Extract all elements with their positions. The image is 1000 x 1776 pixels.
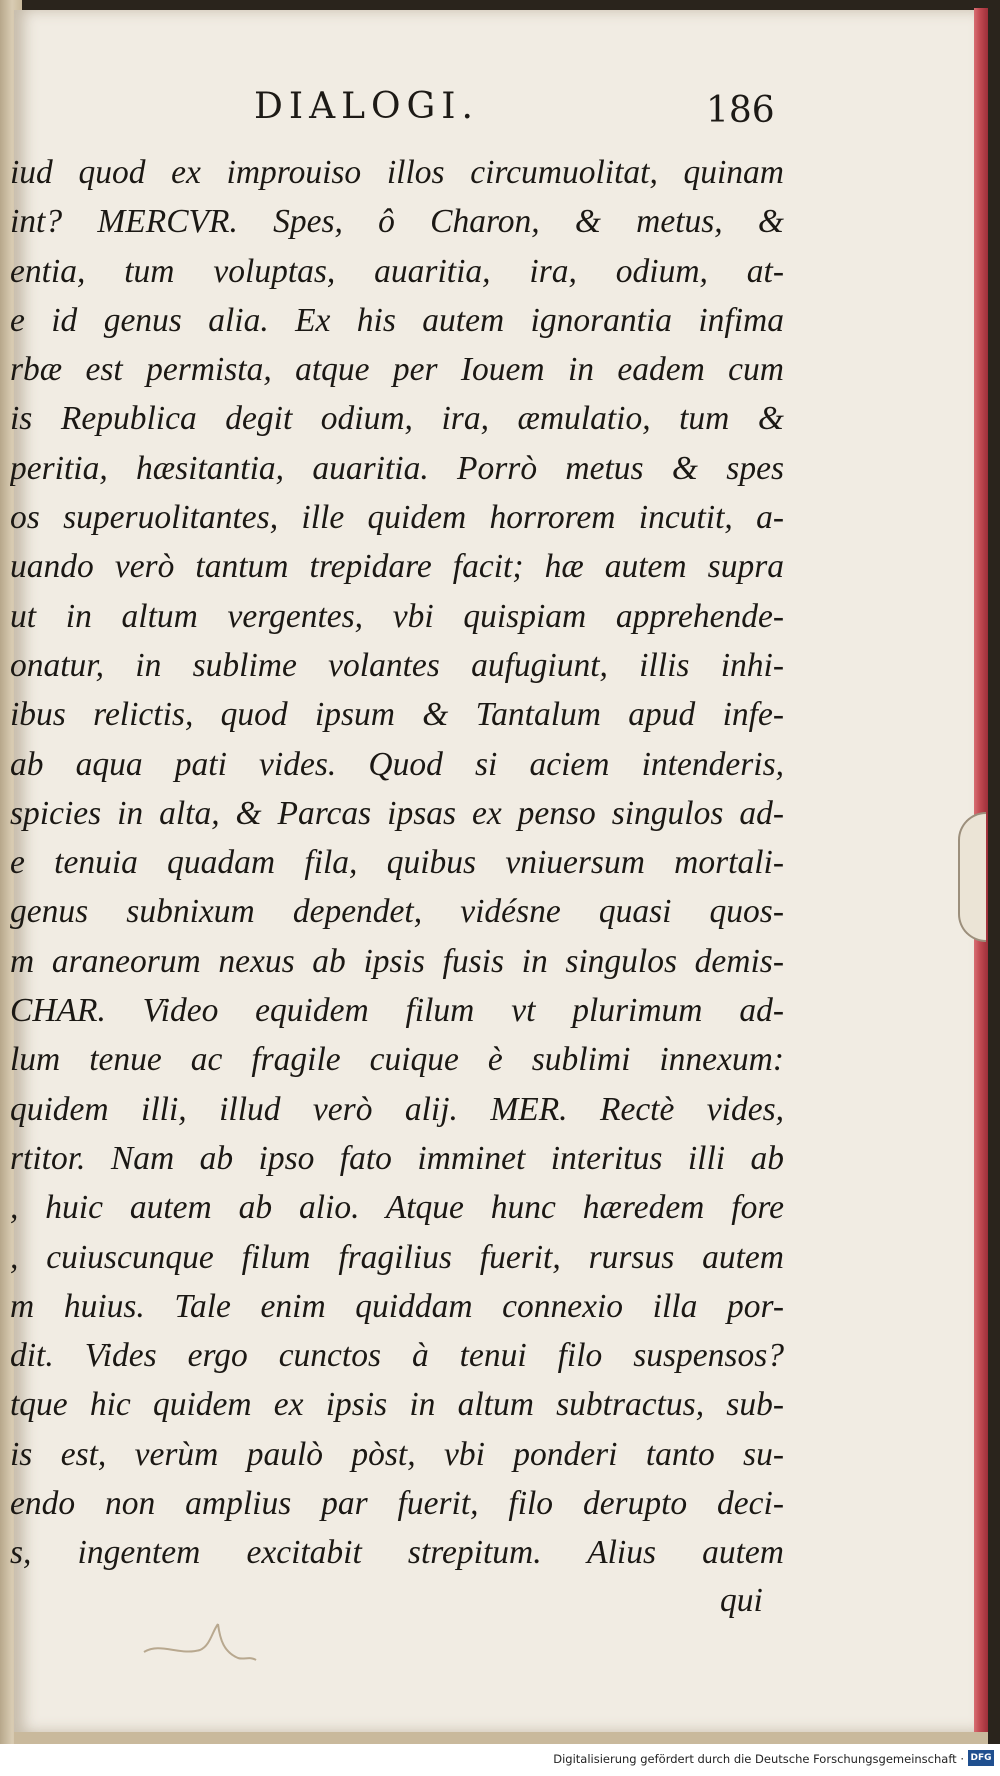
text-line: quidem illi, illud verò alij. MER. Rectè vides, bbox=[10, 1090, 784, 1128]
text-line: spicies in alta, & Parcas ipsas ex penso singulos ad- bbox=[10, 794, 784, 832]
text-line: m huius. Tale enim quiddam connexio illa por- bbox=[10, 1287, 784, 1325]
text-line: ut in altum vergentes, vbi quispiam apprehende- bbox=[10, 597, 784, 635]
footer-credit: Digitalisierung gefördert durch die Deutsche Forschungsgemeinschaft · bbox=[553, 1752, 964, 1766]
dfg-logo: DFG bbox=[968, 1750, 994, 1766]
text-line: uando verò tantum trepidare facit; hæ autem supra bbox=[10, 548, 784, 586]
text-line: os superuolitantes, ille quidem horrorem incutit, a- bbox=[10, 499, 784, 537]
text-line: dit. Vides ergo cunctos à tenui filo suspensos? bbox=[10, 1337, 784, 1375]
text-line: rbæ est permista, atque per Iouem in eadem cum bbox=[10, 351, 784, 389]
body-text bbox=[10, 148, 784, 1578]
text-line: endo non amplius par fuerit, filo derupto deci- bbox=[10, 1485, 784, 1523]
text-line: tque hic quidem ex ipsis in altum subtractus, sub- bbox=[10, 1386, 784, 1424]
ink-doodle-icon bbox=[140, 1612, 260, 1672]
page-bottom-edge bbox=[14, 1732, 988, 1744]
text-line: ab aqua pati vides. Quod si aciem intenderis, bbox=[10, 745, 784, 783]
text-line: s, ingentem excitabit strepitum. Alius autem bbox=[10, 1534, 784, 1572]
text-line: int? MERCVR. Spes, ô Charon, & metus, & bbox=[10, 203, 784, 241]
text-line: m araneorum nexus ab ipsis fusis in singulos demis- bbox=[10, 942, 784, 980]
text-line: is est, verùm paulò pòst, vbi ponderi tanto su- bbox=[10, 1435, 784, 1473]
catchword: qui bbox=[720, 1582, 763, 1619]
text-line: ibus relictis, quod ipsum & Tantalum apud infe- bbox=[10, 696, 784, 734]
text-line: e tenuia quadam fila, quibus vniuersum mortali- bbox=[10, 844, 784, 882]
page-number: 186 bbox=[706, 90, 775, 131]
text-line: e id genus alia. Ex his autem ignorantia infima bbox=[10, 301, 784, 339]
page-tab-mark bbox=[958, 812, 986, 942]
text-line: CHAR. Video equidem filum vt plurimum ad- bbox=[10, 992, 784, 1030]
running-head: DIALOGI. bbox=[254, 86, 479, 127]
text-line: lum tenue ac fragile cuique è sublimi innexum: bbox=[10, 1041, 784, 1079]
text-line: , cuiuscunque filum fragilius fuerit, rursus autem bbox=[10, 1238, 784, 1276]
text-line: genus subnixum dependet, vidésne quasi quos- bbox=[10, 893, 784, 931]
text-line: peritia, hæsitantia, auaritia. Porrò metus & spes bbox=[10, 449, 784, 487]
text-line: , huic autem ab alio. Atque hunc hæredem fore bbox=[10, 1189, 784, 1227]
text-line: is Republica degit odium, ira, æmulatio, tum & bbox=[10, 400, 784, 438]
text-line: entia, tum voluptas, auaritia, ira, odium, at- bbox=[10, 252, 784, 290]
text-line: rtitor. Nam ab ipso fato imminet interitus illi ab bbox=[10, 1139, 784, 1177]
text-line: iud quod ex improuiso illos circumuolitat, quinam bbox=[10, 154, 784, 191]
text-line: onatur, in sublime volantes aufugiunt, illis inhi- bbox=[10, 646, 784, 684]
